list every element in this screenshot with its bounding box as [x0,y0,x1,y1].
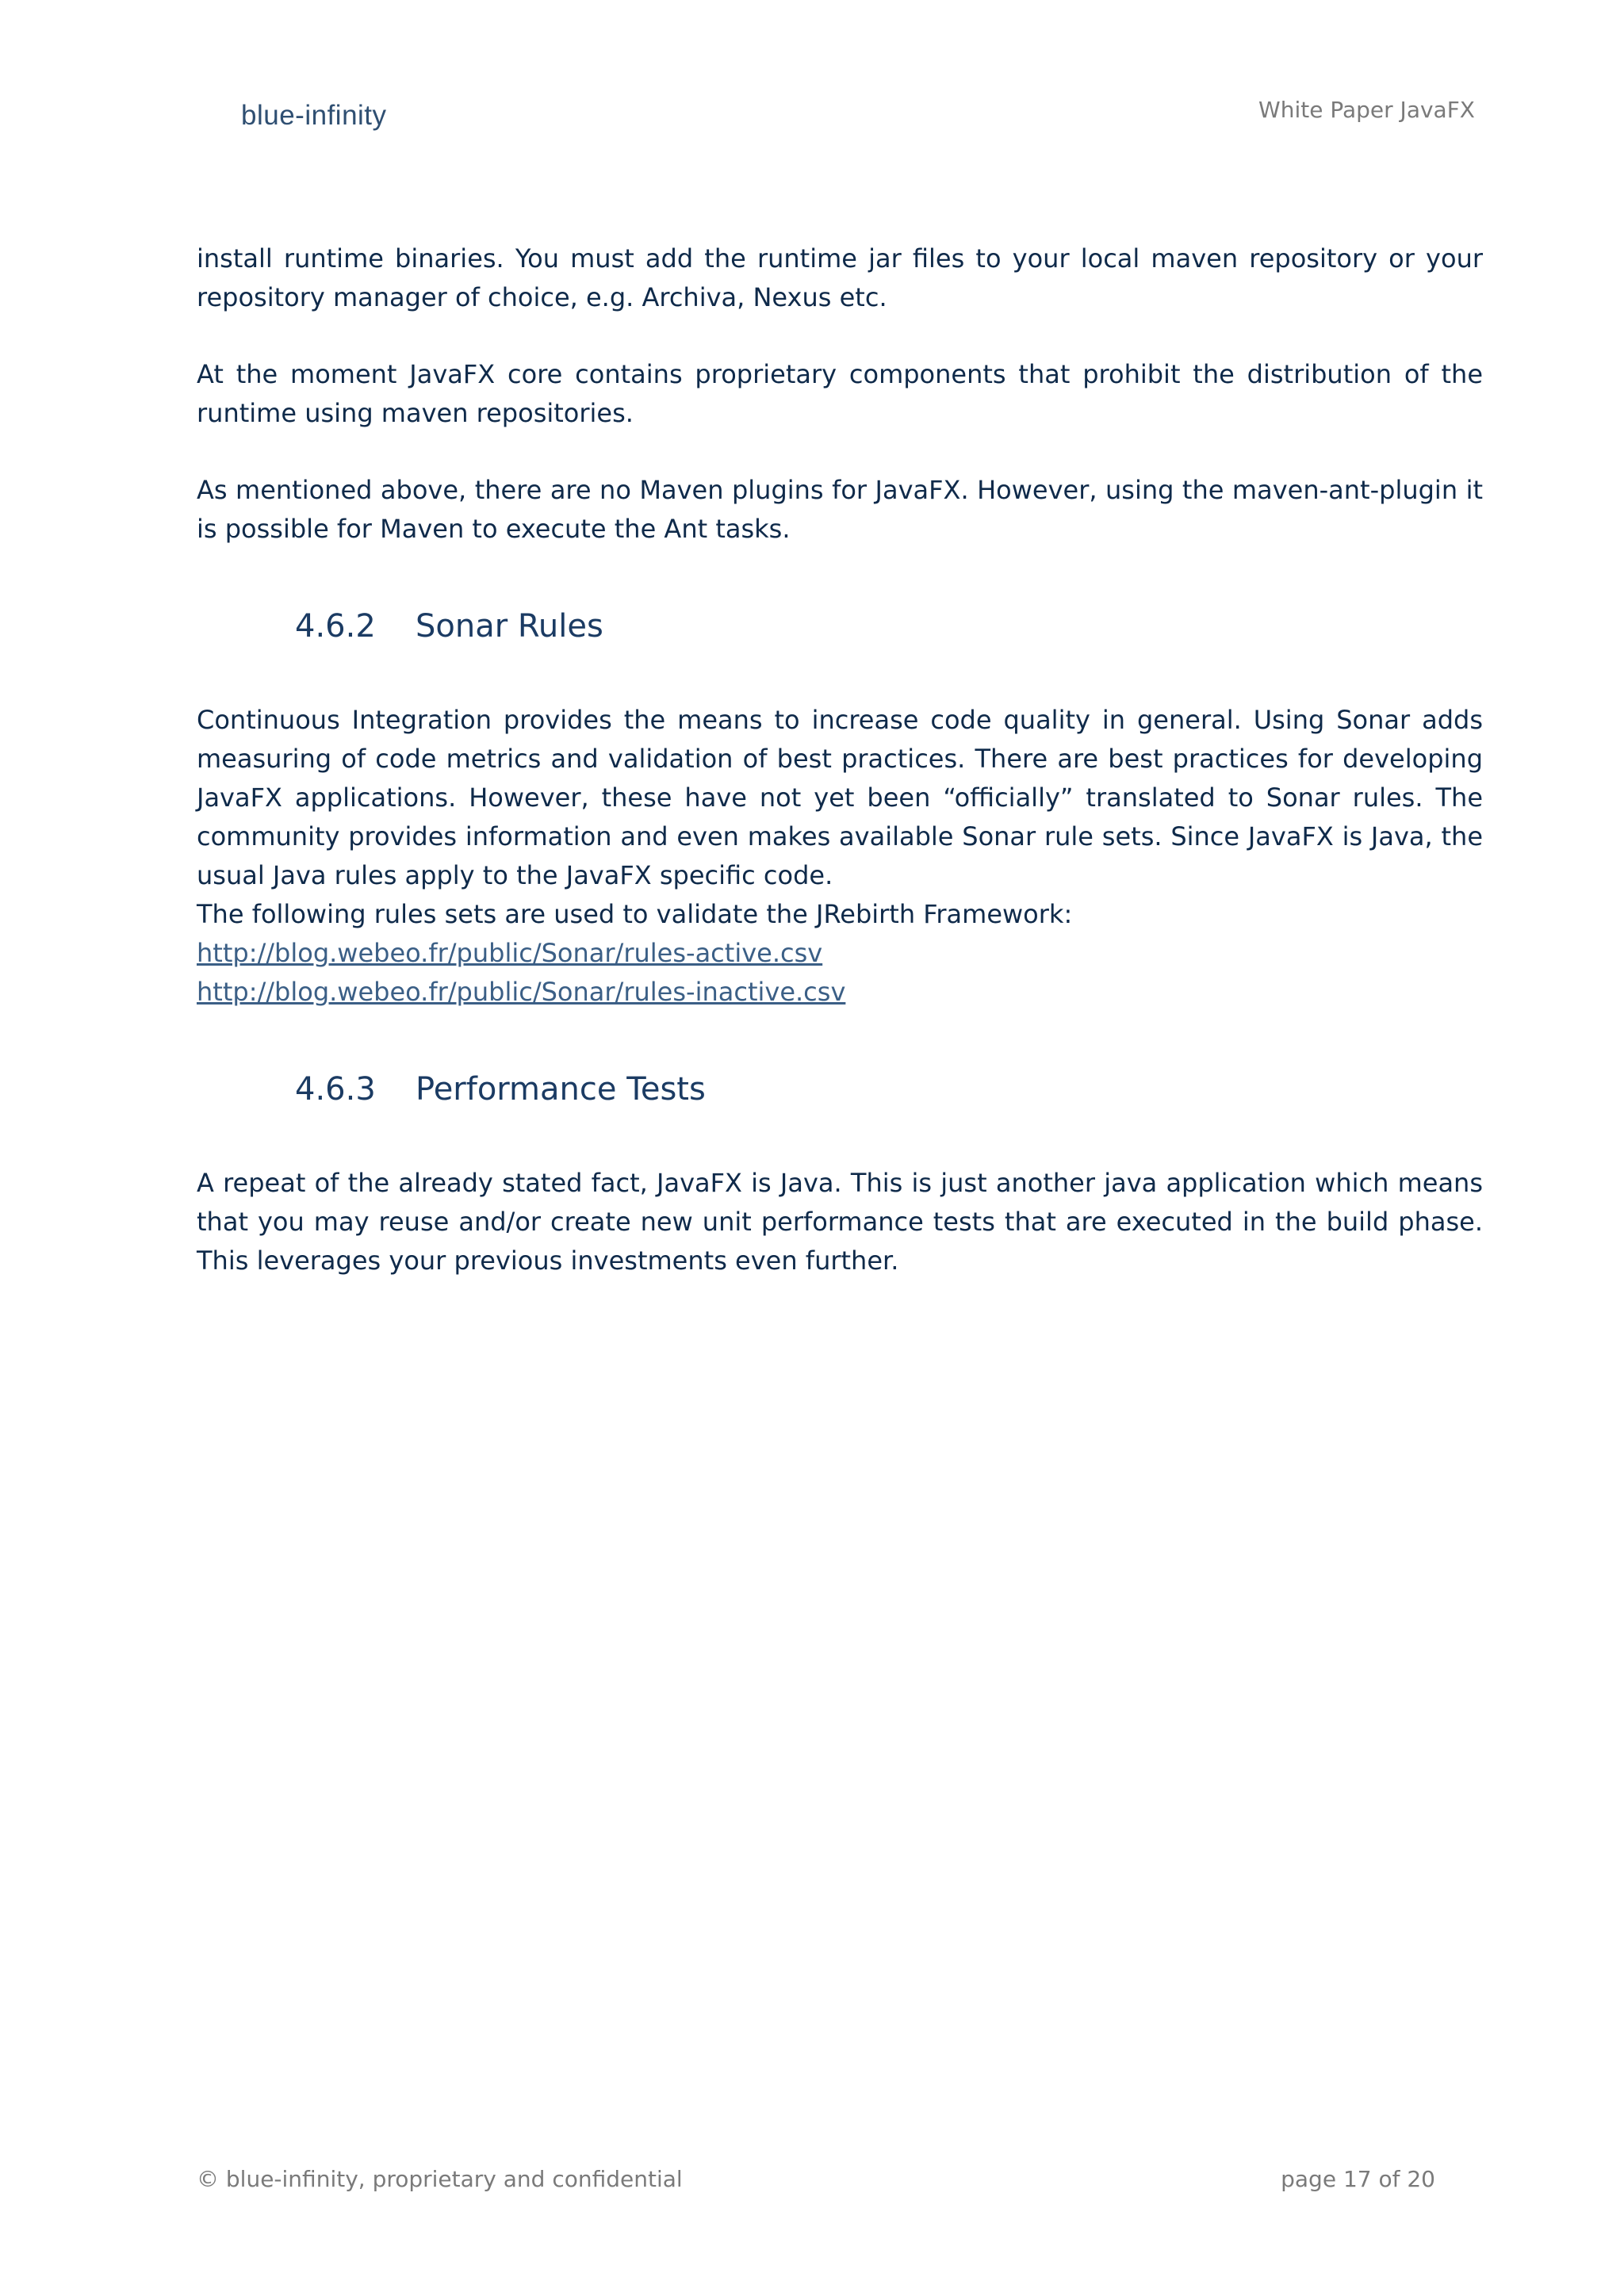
paragraph-performance: A repeat of the already stated fact, JavaFX is Java. This is just another java application which means that you may reuse and/or create new unit performance tests that are executed in the build phase. This leverages your previous investments even further. [197,1168,1483,1276]
heading-title: Sonar Rules [416,608,603,645]
document-title: White Paper JavaFX [1258,97,1475,123]
heading-performance-tests [197,1069,1483,1110]
heading-title: Performance Tests [416,1071,706,1108]
footer-page-number: page 17 of 20 [1281,2166,1435,2192]
heading-sonar-rules [197,606,1483,647]
link-rules-active[interactable]: http://blog.webeo.fr/public/Sonar/rules-active.csv [197,938,823,968]
link-rules-inactive[interactable]: http://blog.webeo.fr/public/Sonar/rules-inactive.csv [197,977,846,1007]
paragraph-maven-ant-plugin: As mentioned above, there are no Maven plugins for JavaFX. However, using the maven-ant-plugin it is possible for Maven to execute the Ant tasks. [197,475,1483,544]
heading-number: 4.6.2 [295,608,376,645]
company-logo: blue-infinity [241,100,387,131]
paragraph-runtime-binaries: install runtime binaries. You must add the runtime jar files to your local maven repository or your repository manager of choice, e.g. Archiva, Nexus etc. [197,243,1483,312]
paragraph-continuous-integration: Continuous Integration provides the means to increase code quality in general. Using Sonar adds measuring of code metrics and validation of best practices. There are best practices for developing JavaFX applications. However, these have not yet been “officially” translated to Sonar rules. The community provides information and even makes available Sonar rule sets. Since JavaFX is Java, the usual Java rules apply to the JavaFX specific code. [197,705,1483,890]
paragraph-proprietary-components: At the moment JavaFX core contains proprietary components that prohibit the distribution of the runtime using maven repositories. [197,359,1483,428]
paragraph-rules-intro: The following rules sets are used to validate the JRebirth Framework: [197,899,1073,929]
footer-copyright: © blue-infinity, proprietary and confidential [197,2166,683,2192]
page-content [197,239,1483,1280]
heading-number: 4.6.3 [295,1071,376,1108]
